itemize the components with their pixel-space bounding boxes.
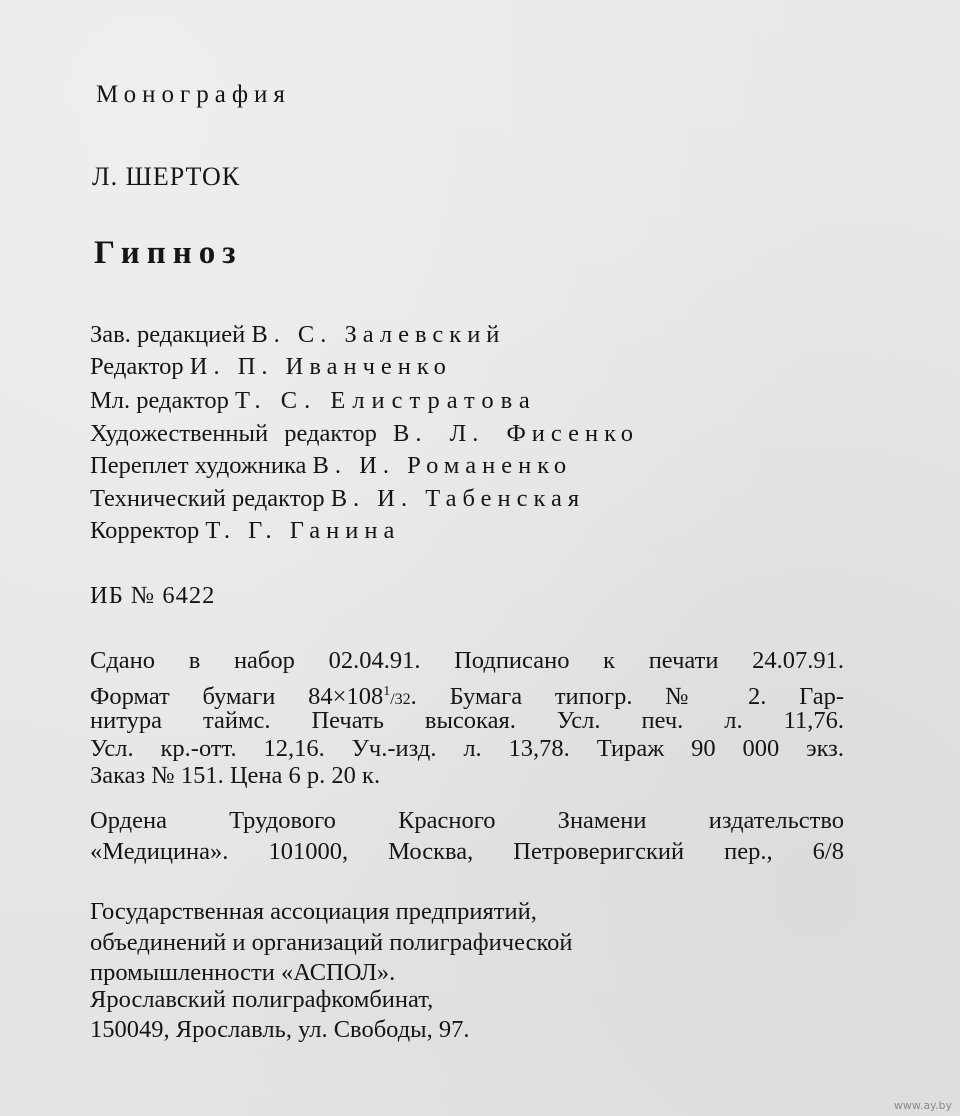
paper-format: Формат бумаги 84×108 — [90, 683, 384, 710]
credit-line-technical-editor — [90, 484, 585, 514]
credit-line-chief-editor — [90, 320, 505, 350]
credit-name: И. П. Иванченко — [189, 353, 452, 380]
author-name: Л. ШЕРТОК — [92, 162, 241, 191]
credit-name: В. С. Залевский — [251, 321, 506, 348]
publisher-line-1: Ордена Трудового Красного Знамени издательство — [90, 807, 844, 834]
print-info-line-3: нитура таймс. Печать высокая. Усл. печ. л. 11,76. — [90, 707, 844, 734]
credit-line-junior-editor — [90, 386, 537, 416]
credit-name: В. И. Романенко — [312, 452, 573, 479]
printer-line-2: объединений и организаций полиграфической — [90, 929, 573, 956]
printer-line-3: промышленности «АСПОЛ». — [90, 959, 396, 986]
credit-name: Т. Г. Ганина — [205, 517, 401, 544]
print-info-line-1: Сдано в набор 02.04.91. Подписано к печати 24.07.91. — [90, 647, 844, 674]
ib-number: ИБ № 6422 — [90, 582, 216, 609]
credit-role: Редактор — [90, 353, 184, 380]
printer-line-4: Ярославский полиграфкомбинат, — [90, 986, 434, 1013]
credit-role: Художественный редактор — [90, 420, 377, 447]
publication-kind: Монография — [96, 81, 291, 108]
credit-role: Технический редактор — [90, 485, 325, 512]
printer-line-1: Государственная ассоциация предприятий, — [90, 898, 537, 925]
credit-role: Корректор — [90, 517, 200, 544]
format-fraction-denominator: /32 — [390, 691, 411, 708]
format-fraction-numerator: 1 — [383, 684, 391, 699]
book-title: Гипноз — [94, 235, 243, 271]
credit-line-proofreader — [90, 516, 400, 546]
credit-line-art-editor — [90, 419, 639, 449]
credit-name: В. И. Табенская — [330, 485, 586, 512]
publisher-line-2: «Медицина». 101000, Москва, Петроверигский пер., 6/8 — [90, 838, 844, 865]
credit-line-binding-artist — [90, 451, 572, 481]
paper-details: . Бумага типогр. № 2. Гар- — [410, 683, 844, 710]
credit-role: Зав. редакцией — [90, 321, 246, 348]
print-info-line-4: Усл. кр.-отт. 12,16. Уч.-изд. л. 13,78. Тираж 90 000 экз. — [90, 735, 844, 762]
printer-line-5: 150049, Ярославль, ул. Свободы, 97. — [90, 1016, 470, 1043]
credit-role: Мл. редактор — [90, 387, 229, 414]
credit-role: Переплет художника — [90, 452, 307, 479]
credit-name: Т. С. Елистратова — [235, 387, 537, 414]
credit-name: В. Л. Фисенко — [392, 420, 639, 447]
site-watermark: www.ay.by — [893, 1099, 952, 1112]
print-info-line-5: Заказ № 151. Цена 6 р. 20 к. — [90, 762, 381, 789]
credit-line-editor — [90, 352, 452, 382]
